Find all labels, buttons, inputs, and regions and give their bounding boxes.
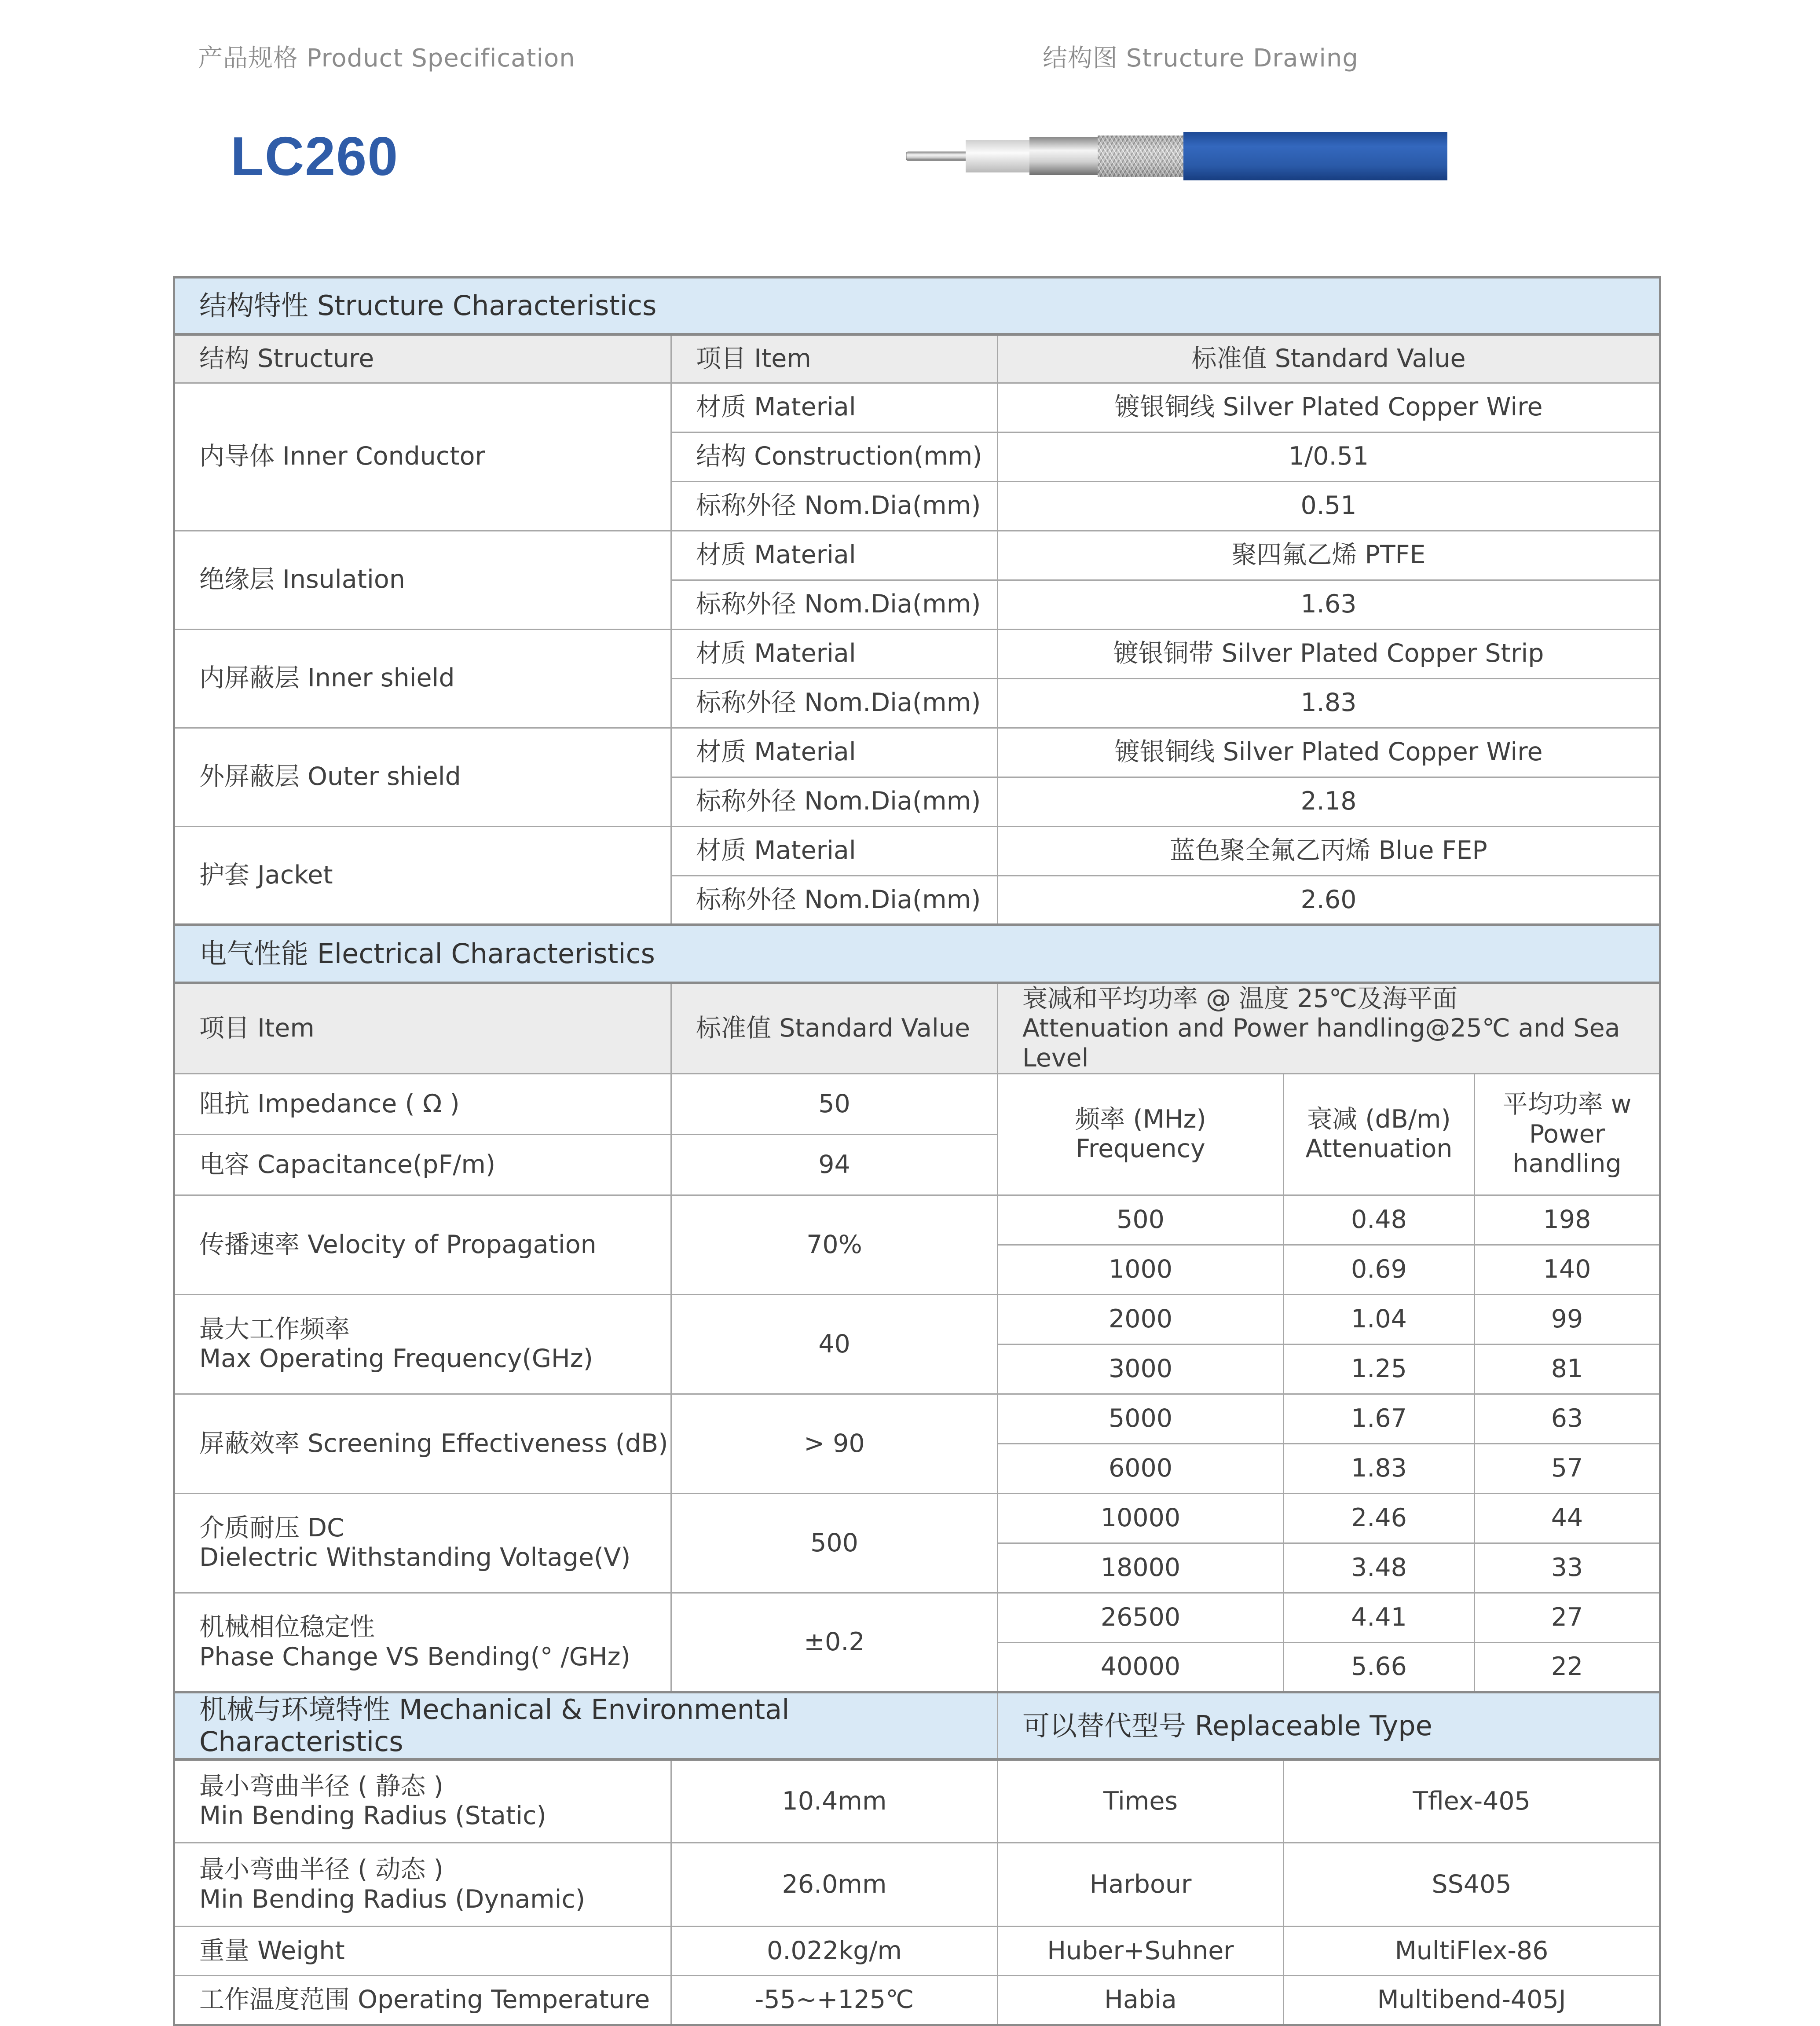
item-label: 标称外径 Nom.Dia(mm)	[671, 777, 998, 826]
freq-cell: 5000	[998, 1394, 1284, 1443]
att-cell: 0.48	[1284, 1195, 1475, 1245]
table-row	[174, 1843, 1660, 1927]
dielectric-label-cn: 介质耐压 DC	[199, 1513, 344, 1542]
phase-change-label	[174, 1593, 671, 1692]
electrical-column-headers	[174, 983, 1660, 1073]
electrical-section-title: 电气性能 Electrical Characteristics	[174, 925, 1660, 983]
weight-label: 重量 Weight	[174, 1927, 671, 1976]
power-header	[1475, 1073, 1660, 1195]
velocity-label: 传播速率 Velocity of Propagation	[174, 1195, 671, 1294]
value-cell: 2.18	[998, 777, 1660, 826]
power-cell: 57	[1475, 1443, 1660, 1493]
power-cell: 63	[1475, 1394, 1660, 1443]
att-cell: 3.48	[1284, 1543, 1475, 1593]
capacitance-label: 电容 Capacitance(pF/m)	[174, 1134, 671, 1195]
power-header-cn: 平均功率 w	[1502, 1090, 1632, 1119]
table-row	[174, 1493, 1660, 1543]
attenuation-col-header-cn: 衰减 (dB/m)	[1307, 1105, 1451, 1134]
att-cell: 0.69	[1284, 1245, 1475, 1294]
freq-cell: 26500	[998, 1593, 1284, 1642]
table-row	[174, 1759, 1660, 1843]
power-header-en1: Power	[1529, 1119, 1605, 1149]
item-label: 标称外径 Nom.Dia(mm)	[671, 678, 998, 728]
static-bending-label-en: Min Bending Radius (Static)	[199, 1801, 546, 1831]
power-cell: 198	[1475, 1195, 1660, 1245]
replace-brand: Habia	[998, 1976, 1284, 2025]
item-label: 材质 Material	[671, 826, 998, 876]
structure-col-structure: 结构 Structure	[174, 334, 671, 383]
replace-brand: Harbour	[998, 1843, 1284, 1927]
capacitance-value: 94	[671, 1134, 998, 1195]
value-cell: 2.60	[998, 876, 1660, 925]
dynamic-bending-label	[174, 1843, 671, 1927]
table-row	[174, 1976, 1660, 2025]
impedance-label: 阻抗 Impedance ( Ω )	[174, 1073, 671, 1134]
item-label: 标称外径 Nom.Dia(mm)	[671, 481, 998, 531]
item-label: 材质 Material	[671, 728, 998, 777]
value-cell: 蓝色聚全氟乙丙烯 Blue FEP	[998, 826, 1660, 876]
value-cell: 聚四氟乙烯 PTFE	[998, 531, 1660, 580]
table-row	[174, 629, 1660, 678]
max-frequency-label	[174, 1294, 671, 1394]
power-cell: 81	[1475, 1344, 1660, 1394]
freq-cell: 10000	[998, 1493, 1284, 1543]
attenuation-col-header-en: Attenuation	[1305, 1134, 1453, 1164]
item-label: 结构 Construction(mm)	[671, 432, 998, 481]
dynamic-bending-label-en: Min Bending Radius (Dynamic)	[199, 1884, 586, 1914]
mechanical-section-title: 机械与环境特性 Mechanical & Environmental Characteristics	[174, 1692, 998, 1759]
freq-cell: 1000	[998, 1245, 1284, 1294]
phase-change-label-en: Phase Change VS Bending(° /GHz)	[199, 1642, 630, 1671]
power-cell: 33	[1475, 1543, 1660, 1593]
table-row	[174, 383, 1660, 432]
value-cell: 1/0.51	[998, 432, 1660, 481]
dielectric-value: 500	[671, 1493, 998, 1593]
temperature-value: -55~+125℃	[671, 1976, 998, 2025]
attenuation-header-cn: 衰减和平均功率 @ 温度 25℃及海平面	[1022, 984, 1457, 1013]
table-row	[174, 728, 1660, 777]
max-frequency-value: 40	[671, 1294, 998, 1394]
power-cell: 140	[1475, 1245, 1660, 1294]
freq-cell: 40000	[998, 1642, 1284, 1692]
screening-label: 屏蔽效率 Screening Effectiveness (dB)	[174, 1394, 671, 1493]
att-cell: 1.04	[1284, 1294, 1475, 1344]
inner-conductor-label: 内导体 Inner Conductor	[174, 383, 671, 531]
model-title: LC260	[231, 126, 399, 187]
dielectric-label-en: Dielectric Withstanding Voltage(V)	[199, 1543, 631, 1572]
replace-model: Multibend-405J	[1284, 1976, 1660, 2025]
jacket-label: 护套 Jacket	[174, 826, 671, 925]
value-cell: 镀银铜线 Silver Plated Copper Wire	[998, 383, 1660, 432]
static-bending-label-cn: 最小弯曲半径 ( 静态 )	[199, 1772, 443, 1801]
dielectric-label	[174, 1493, 671, 1593]
dynamic-bending-value: 26.0mm	[671, 1843, 998, 1927]
velocity-value: 70%	[671, 1195, 998, 1294]
power-cell: 99	[1475, 1294, 1660, 1344]
coaxial-cable-cross-section-icon	[906, 128, 1447, 185]
max-frequency-label-cn: 最大工作频率	[199, 1315, 350, 1344]
structure-col-item: 项目 Item	[671, 334, 998, 383]
attenuation-col-header	[1284, 1073, 1475, 1195]
item-label: 材质 Material	[671, 383, 998, 432]
static-bending-label	[174, 1759, 671, 1843]
freq-cell: 18000	[998, 1543, 1284, 1593]
freq-cell: 2000	[998, 1294, 1284, 1344]
structure-section-title: 结构特性 Structure Characteristics	[174, 277, 1660, 334]
structure-column-headers	[174, 334, 1660, 383]
att-cell: 4.41	[1284, 1593, 1475, 1642]
specification-table	[173, 276, 1661, 2026]
replace-brand: Huber+Suhner	[998, 1927, 1284, 1976]
att-cell: 1.83	[1284, 1443, 1475, 1493]
static-bending-value: 10.4mm	[671, 1759, 998, 1843]
table-row	[174, 1294, 1660, 1344]
replace-model: Tflex-405	[1284, 1759, 1660, 1843]
table-row	[174, 826, 1660, 876]
outer-shield-label: 外屏蔽层 Outer shield	[174, 728, 671, 826]
electrical-section-header	[174, 925, 1660, 983]
power-header-en2: handling	[1512, 1149, 1622, 1178]
impedance-value: 50	[671, 1073, 998, 1134]
table-row	[174, 1195, 1660, 1245]
item-label: 标称外径 Nom.Dia(mm)	[671, 580, 998, 629]
att-cell: 5.66	[1284, 1642, 1475, 1692]
replace-model: SS405	[1284, 1843, 1660, 1927]
power-cell: 22	[1475, 1642, 1660, 1692]
weight-value: 0.022kg/m	[671, 1927, 998, 1976]
temperature-label: 工作温度范围 Operating Temperature	[174, 1976, 671, 2025]
replace-brand: Times	[998, 1759, 1284, 1843]
freq-cell: 3000	[998, 1344, 1284, 1394]
table-row	[174, 1394, 1660, 1443]
item-label: 标称外径 Nom.Dia(mm)	[671, 876, 998, 925]
replaceable-section-title: 可以替代型号 Replaceable Type	[998, 1692, 1660, 1759]
value-cell: 0.51	[998, 481, 1660, 531]
value-cell: 1.63	[998, 580, 1660, 629]
replace-model: MultiFlex-86	[1284, 1927, 1660, 1976]
inner-shield-label: 内屏蔽层 Inner shield	[174, 629, 671, 728]
table-row	[174, 1073, 1660, 1134]
item-label: 材质 Material	[671, 531, 998, 580]
table-row	[174, 1593, 1660, 1642]
mechanical-replaceable-section-header	[174, 1692, 1660, 1759]
frequency-header-cn: 频率 (MHz)	[1075, 1105, 1206, 1134]
table-row	[174, 1927, 1660, 1976]
structure-section-header	[174, 277, 1660, 334]
phase-change-value: ±0.2	[671, 1593, 998, 1692]
att-cell: 1.25	[1284, 1344, 1475, 1394]
structure-col-value: 标准值 Standard Value	[998, 334, 1660, 383]
value-cell: 1.83	[998, 678, 1660, 728]
item-label: 材质 Material	[671, 629, 998, 678]
phase-change-label-cn: 机械相位稳定性	[199, 1612, 375, 1642]
structure-drawing-label: 结构图 Structure Drawing	[1043, 44, 1359, 73]
electrical-col-value: 标准值 Standard Value	[671, 983, 998, 1073]
insulation-label: 绝缘层 Insulation	[174, 531, 671, 629]
attenuation-header	[998, 983, 1660, 1073]
table-row	[174, 531, 1660, 580]
att-cell: 2.46	[1284, 1493, 1475, 1543]
att-cell: 1.67	[1284, 1394, 1475, 1443]
freq-cell: 500	[998, 1195, 1284, 1245]
dynamic-bending-label-cn: 最小弯曲半径 ( 动态 )	[199, 1855, 443, 1884]
electrical-col-item: 项目 Item	[174, 983, 671, 1073]
product-specification-label: 产品规格 Product Specification	[198, 44, 575, 73]
freq-cell: 6000	[998, 1443, 1284, 1493]
screening-value: > 90	[671, 1394, 998, 1493]
frequency-header	[998, 1073, 1284, 1195]
power-cell: 27	[1475, 1593, 1660, 1642]
value-cell: 镀银铜带 Silver Plated Copper Strip	[998, 629, 1660, 678]
frequency-header-en: Frequency	[1076, 1134, 1205, 1164]
value-cell: 镀银铜线 Silver Plated Copper Wire	[998, 728, 1660, 777]
power-cell: 44	[1475, 1493, 1660, 1543]
attenuation-header-en: Attenuation and Power handling@25℃ and Sea Level	[1022, 1014, 1620, 1073]
max-frequency-label-en: Max Operating Frequency(GHz)	[199, 1344, 593, 1374]
